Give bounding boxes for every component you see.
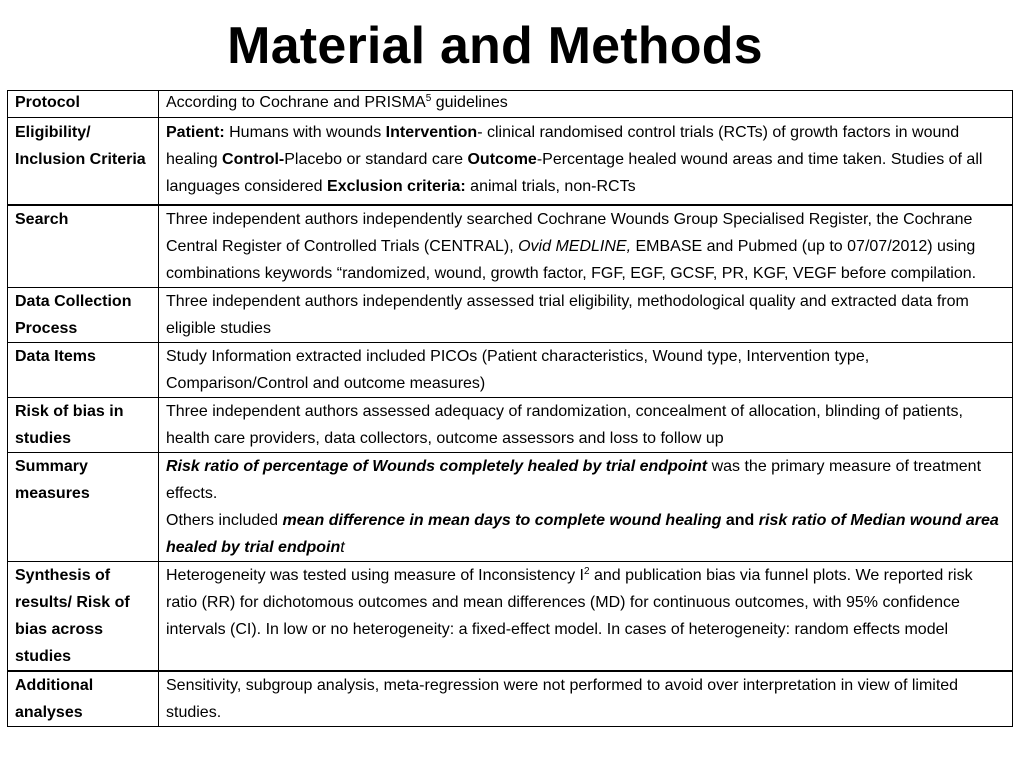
text-run: and [721, 512, 759, 529]
text-run: - clinical randomised control trials (RCTs) of growth factors in wound healing [166, 124, 960, 168]
text-run: guidelines [431, 94, 508, 111]
text-run: Intervention [385, 124, 478, 141]
table-row-eligibility [8, 118, 1013, 206]
row-value [159, 343, 1013, 398]
text-run: 5 [425, 93, 432, 104]
text-run: Patient: [166, 124, 225, 141]
text-run: Risk ratio of percentage of Wounds completely healed by trial endpoint [166, 458, 708, 475]
table-row-synthesis [8, 562, 1013, 672]
row-label: Search [8, 205, 159, 288]
text-run: risk ratio of Median wound area healed by trial endpoin [166, 512, 999, 556]
row-label: Data Collection Process [8, 288, 159, 343]
table-row-search [8, 205, 1013, 288]
row-value [159, 118, 1013, 206]
text-run: Heterogeneity was tested using measure of Inconsistency I [166, 567, 584, 584]
table-row-risk-of-bias [8, 398, 1013, 453]
text-run: animal trials, non-RCTs [465, 178, 636, 195]
text-run: mean difference in mean days to complete wound healing [282, 512, 722, 529]
text-run: Three independent authors independently assessed trial eligibility, methodological quality and extracted data from eligible studies [166, 293, 969, 337]
table-row-summary-measures [8, 453, 1013, 562]
row-value [159, 205, 1013, 288]
text-run: and publication bias via funnel plots. We reported risk ratio (RR) for dichotomous outcomes and mean differences (MD) for continuous outcomes, with 95% confidence intervals (CI). In low or no heterogeneity: a fixed-effect model. In cases of heterogeneity: random effects model [166, 567, 973, 638]
text-run: 2 [584, 566, 590, 577]
text-run: According to Cochrane and PRISMA [166, 94, 426, 111]
table-row-protocol [8, 91, 1013, 118]
text-run: Placebo or standard care [284, 151, 468, 168]
text-run: Study Information extracted included PICOs (Patient characteristics, Wound type, Intervention type, Comparison/Control and outcome measures) [166, 348, 870, 392]
row-value [159, 398, 1013, 453]
row-label: Summary measures [8, 453, 159, 562]
text-run: Exclusion criteria: [327, 178, 466, 195]
row-label: Additional analyses [8, 671, 159, 727]
text-run: Sensitivity, subgroup analysis, meta-regression were not performed to avoid over interpretation in view of limited studies. [166, 677, 959, 721]
row-label: Data Items [8, 343, 159, 398]
text-run: Three independent authors independently searched Cochrane Wounds Group Specialised Register, the Cochrane Central Register of Controlled Trials (CENTRAL), [166, 211, 973, 255]
row-label: Synthesis of results/ Risk of bias across studies [8, 562, 159, 672]
text-run: Others included [166, 512, 283, 529]
row-value [159, 453, 1013, 562]
row-label: Protocol [8, 91, 159, 118]
table-row-additional-analyses [8, 671, 1013, 727]
text-run: Outcome [467, 151, 537, 168]
row-value [159, 562, 1013, 672]
text-run: t [340, 539, 345, 556]
text-run: Control- [222, 151, 285, 168]
row-label: Risk of bias in studies [8, 398, 159, 453]
methods-table [7, 90, 1013, 727]
table-row-data-collection [8, 288, 1013, 343]
row-value [159, 288, 1013, 343]
table-row-data-items [8, 343, 1013, 398]
text-run: Humans with wounds [224, 124, 386, 141]
page-title: Material and Methods [227, 17, 763, 75]
text-run: Ovid MEDLINE, [518, 238, 632, 255]
row-label: Eligibility/ Inclusion Criteria [8, 118, 159, 206]
text-run: EMBASE and Pubmed (up to 07/07/2012) using combinations keywords “randomized, wound, growth factor, FGF, EGF, GCSF, PR, KGF, VEGF before compilation. [166, 238, 977, 282]
text-run: Three independent authors assessed adequacy of randomization, concealment of allocation, blinding of patients, health care providers, data collectors, outcome assessors and loss to follow up [166, 403, 963, 447]
row-value [159, 91, 1013, 118]
row-value [159, 671, 1013, 727]
text-run: -Percentage healed wound areas and time taken. Studies of all languages considered [166, 151, 983, 195]
text-run: was the primary measure of treatment effects. [166, 458, 982, 502]
